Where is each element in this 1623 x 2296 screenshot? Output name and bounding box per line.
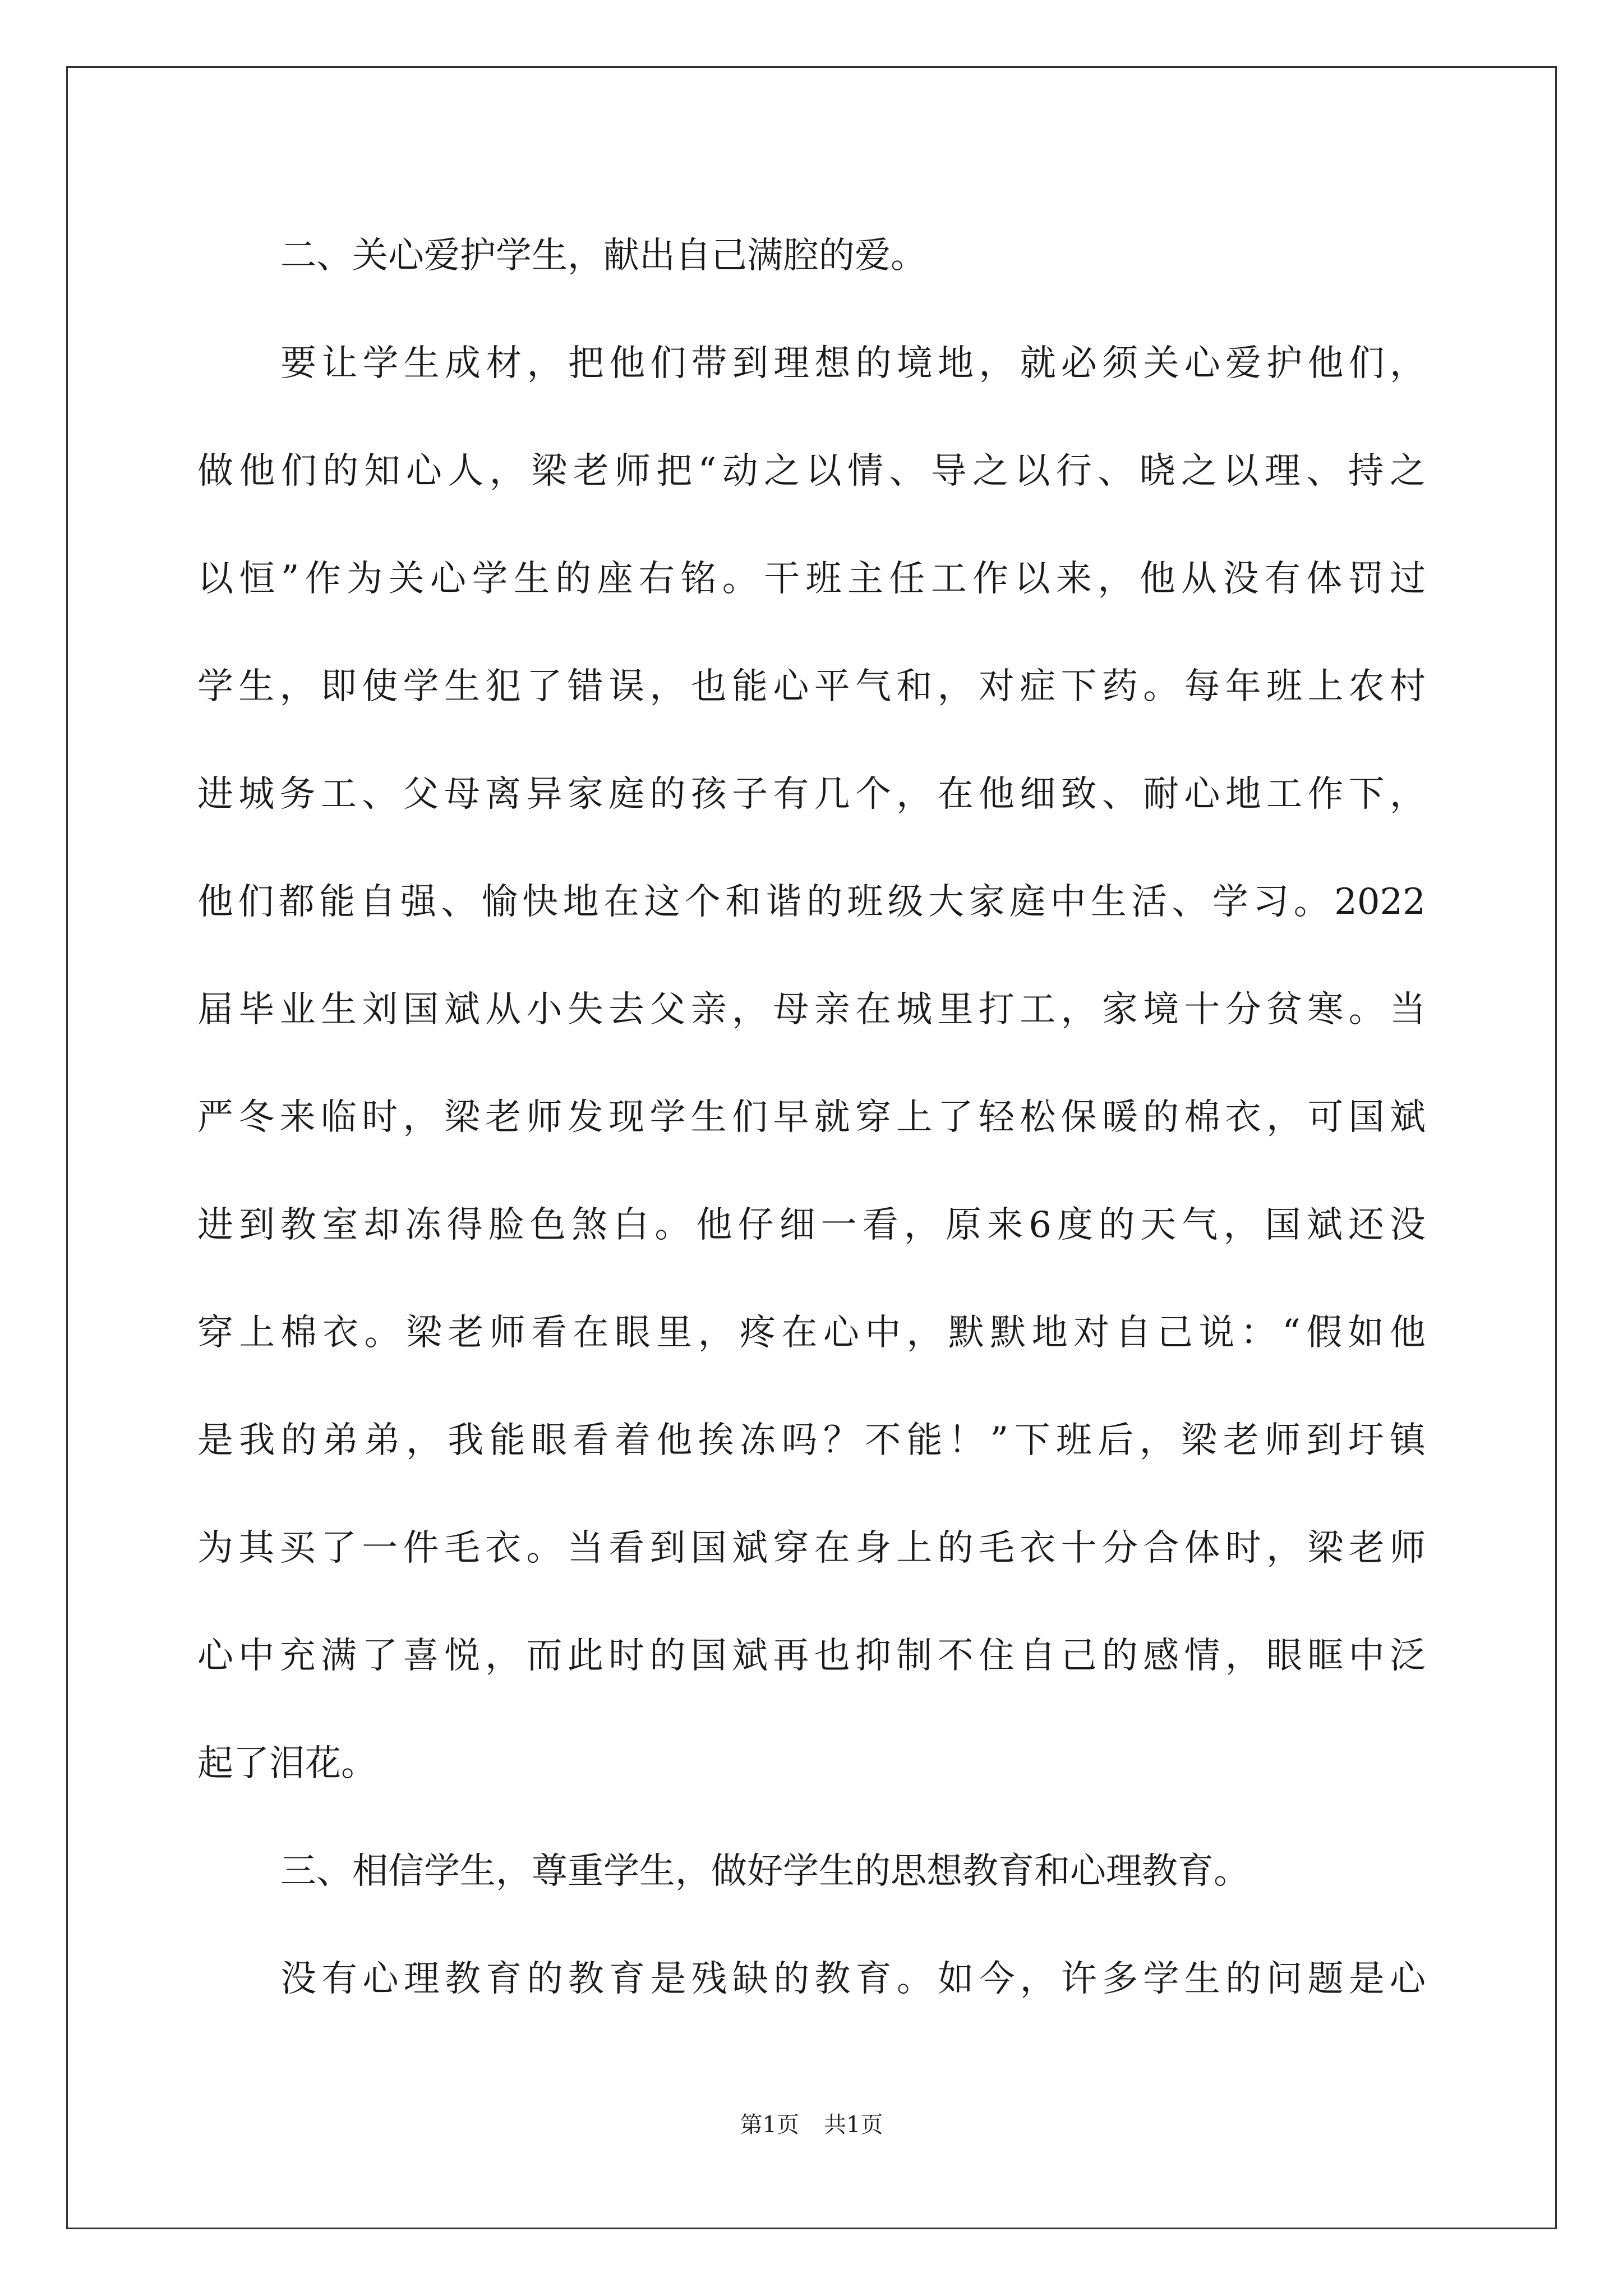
text-line: 进城务工、父母离异家庭的孩子有几个，在他细致、耐心地工作下， [197,774,1426,815]
text-line: 做他们的知心人，梁老师把“动之以情、导之以行、晓之以理、持之 [197,450,1426,492]
text-line: 届毕业生刘国斌从小失去父亲，母亲在城里打工，家境十分贫寒。当 [197,989,1426,1030]
page-footer [0,2109,1623,2141]
text-line: 要让学生成材，把他们带到理想的境地，就必须关心爱护他们， [280,343,1426,384]
text-line: 学生，即使学生犯了错误，也能心平气和，对症下药。每年班上农村 [197,666,1426,707]
text-line: 严冬来临时，梁老师发现学生们早就穿上了轻松保暖的棉衣，可国斌 [197,1097,1426,1138]
text-line: 心中充满了喜悦，而此时的国斌再也抑制不住自己的感情，眼眶中泛 [197,1635,1426,1677]
text-line: 穿上棉衣。梁老师看在眼里，疼在心中，默默地对自己说：“假如他 [197,1312,1426,1354]
text-line: 二、关心爱护学生，献出自己满腔的爱。 [280,235,926,277]
text-line: 进到教室却冻得脸色煞白。他仔细一看，原来6度的天气，国斌还没 [197,1204,1426,1246]
text-line: 没有心理教育的教育是残缺的教育。如今，许多学生的问题是心 [280,1958,1426,2000]
text-line: 为其买了一件毛衣。当看到国斌穿在身上的毛衣十分合体时，梁老师 [197,1527,1426,1569]
text-line: 起了泪花。 [197,1743,377,1784]
text-line: 以恒”作为关心学生的座右铭。干班主任工作以来，他从没有体罚过 [197,558,1426,600]
text-line: 三、相信学生，尊重学生，做好学生的思想教育和心理教育。 [280,1851,1249,1892]
document-body [197,202,1426,2033]
page-number: 第1页 [740,2112,799,2138]
page-total: 共1页 [824,2112,883,2138]
text-line: 是我的弟弟，我能眼看着他挨冻吗？不能！”下班后，梁老师到圩镇 [197,1420,1426,1461]
text-line: 他们都能自强、愉快地在这个和谐的班级大家庭中生活、学习。2022 [197,881,1426,923]
